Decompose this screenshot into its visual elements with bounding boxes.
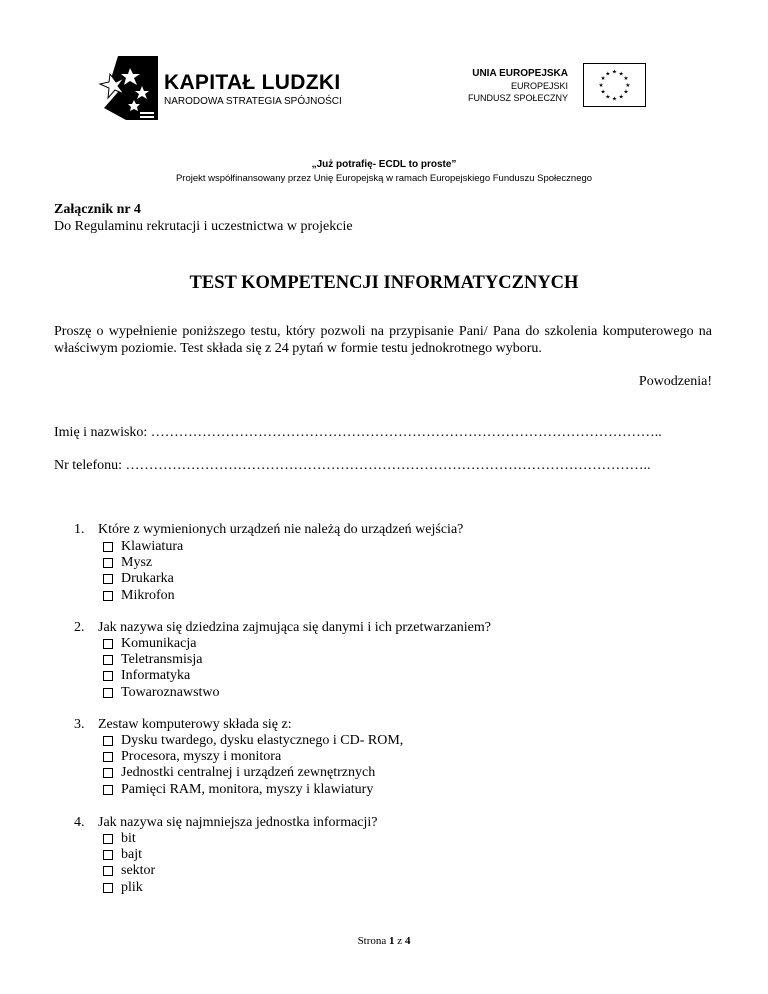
annex-subtitle: Do Regulaminu rekrutacji i uczestnictwa w projekcie [54, 219, 353, 234]
question-4 [74, 815, 378, 831]
option[interactable] [103, 652, 220, 668]
logo-title: KAPITAŁ LUDZKI [164, 71, 341, 94]
checkbox-icon[interactable] [103, 574, 113, 584]
option[interactable] [103, 636, 220, 652]
footer-page: 1 [389, 935, 395, 947]
phone-field[interactable]: Nr telefonu: ………………………………………………………………………………………………….. [54, 458, 651, 473]
option-label: Mikrofon [121, 587, 175, 603]
option-label: Mysz [121, 555, 153, 571]
option-label: Pamięci RAM, monitora, myszy i klawiatury [121, 781, 374, 797]
checkbox-icon[interactable] [103, 542, 113, 552]
option-label: Informatyka [121, 668, 191, 684]
intro-paragraph: Proszę o wypełnienie poniższego testu, który pozwoli na przypisanie Pani/ Pana do szkolenia komputerowego na właściwym poziomie. Test składa się z 24 pytań w formie testu jednokrotnego wyboru. [54, 324, 712, 356]
option[interactable] [103, 571, 183, 587]
svg-text:★: ★ [605, 94, 611, 101]
option[interactable] [103, 831, 155, 847]
option-label: Procesora, myszy i monitora [121, 749, 282, 765]
question-number: 1. [74, 522, 85, 537]
option-label: Dysku twardego, dysku elastycznego i CD- ROM, [121, 733, 404, 748]
svg-text:★: ★ [605, 71, 611, 78]
option[interactable] [103, 685, 220, 701]
page-title: TEST KOMPETENCJI INFORMATYCZNYCH [189, 273, 579, 293]
question-3-options [103, 733, 403, 798]
checkbox-icon[interactable] [103, 850, 113, 860]
footer-prefix: Strona [357, 935, 390, 947]
svg-text:★: ★ [598, 82, 604, 89]
option-label: Towaroznawstwo [121, 684, 220, 700]
option-label: sektor [121, 863, 156, 879]
checkbox-icon[interactable] [103, 768, 113, 778]
annex-title: Załącznik nr 4 [54, 202, 141, 217]
question-text: Które z wymienionych urządzeń nie należą do urządzeń wejścia? [98, 522, 464, 537]
question-4-options [103, 831, 155, 896]
svg-text:★: ★ [600, 89, 606, 96]
option-label: Klawiatura [121, 539, 184, 554]
logo-subtitle: NARODOWA STRATEGIA SPÓJNOŚCI [164, 96, 342, 107]
svg-text:★: ★ [618, 94, 624, 101]
svg-text:★: ★ [600, 76, 606, 83]
option[interactable] [103, 880, 155, 896]
question-text: Jak nazywa się najmniejsza jednostka informacji? [98, 815, 378, 830]
option[interactable] [103, 863, 155, 879]
checkbox-icon[interactable] [103, 655, 113, 665]
checkbox-icon[interactable] [103, 688, 113, 698]
checkbox-icon[interactable] [103, 591, 113, 601]
option[interactable] [103, 765, 403, 781]
checkbox-icon[interactable] [103, 736, 113, 746]
question-1-options [103, 539, 183, 604]
option[interactable] [103, 733, 403, 749]
question-number: 2. [74, 620, 85, 635]
option[interactable] [103, 749, 403, 765]
option-label: bajt [121, 847, 142, 863]
svg-text:★: ★ [611, 96, 618, 103]
question-3 [74, 717, 292, 733]
footer-sep: z [394, 935, 405, 947]
svg-text:★: ★ [623, 89, 629, 96]
option[interactable] [103, 668, 220, 684]
project-title: „Już potrafię- ECDL to proste” [311, 159, 457, 170]
option-label: Teletransmisja [121, 652, 203, 668]
svg-text:★: ★ [611, 69, 618, 76]
question-2-options [103, 636, 220, 701]
option-label: Jednostki centralnej i urządzeń zewnętrznych [121, 765, 376, 781]
option[interactable] [103, 782, 403, 798]
name-field[interactable]: Imię i nazwisko: ……………………………………………………………………………………………….. [54, 425, 662, 440]
option[interactable] [103, 539, 183, 555]
question-number: 3. [74, 717, 85, 732]
svg-text:★: ★ [618, 71, 624, 78]
eu-label [468, 68, 568, 104]
question-2 [74, 620, 491, 636]
checkbox-icon[interactable] [103, 785, 113, 795]
eu-line-1: UNIA EUROPEJSKA [472, 68, 568, 79]
greeting: Powodzenia! [638, 374, 712, 389]
option-label: Komunikacja [121, 636, 197, 651]
checkbox-icon[interactable] [103, 866, 113, 876]
option-label: plik [121, 879, 143, 895]
project-subtitle: Projekt współfinansowany przez Unię Europejską w ramach Europejskiego Funduszu Społecznego [175, 173, 593, 184]
option[interactable] [103, 555, 183, 571]
kapital-ludzki-logo-icon [96, 52, 160, 124]
svg-text:★: ★ [625, 82, 631, 89]
page-footer [0, 935, 768, 947]
option-label: bit [121, 831, 136, 846]
question-text: Zestaw komputerowy składa się z: [98, 717, 292, 732]
question-1 [74, 522, 463, 538]
checkbox-icon[interactable] [103, 752, 113, 762]
footer-total: 4 [404, 935, 411, 947]
checkbox-icon[interactable] [103, 883, 113, 893]
checkbox-icon[interactable] [103, 639, 113, 649]
checkbox-icon[interactable] [103, 671, 113, 681]
eu-line-3: FUNDUSZ SPOŁECZNY [467, 93, 568, 103]
checkbox-icon[interactable] [103, 558, 113, 568]
eu-line-2: EUROPEJSKI [510, 81, 568, 91]
svg-text:★: ★ [623, 76, 629, 83]
option[interactable] [103, 847, 155, 863]
eu-flag-icon [583, 63, 646, 107]
option-label: Drukarka [121, 571, 174, 587]
checkbox-icon[interactable] [103, 834, 113, 844]
question-text: Jak nazywa się dziedzina zajmująca się danymi i ich przetwarzaniem? [98, 620, 491, 635]
option[interactable] [103, 588, 183, 604]
question-number: 4. [74, 815, 85, 830]
